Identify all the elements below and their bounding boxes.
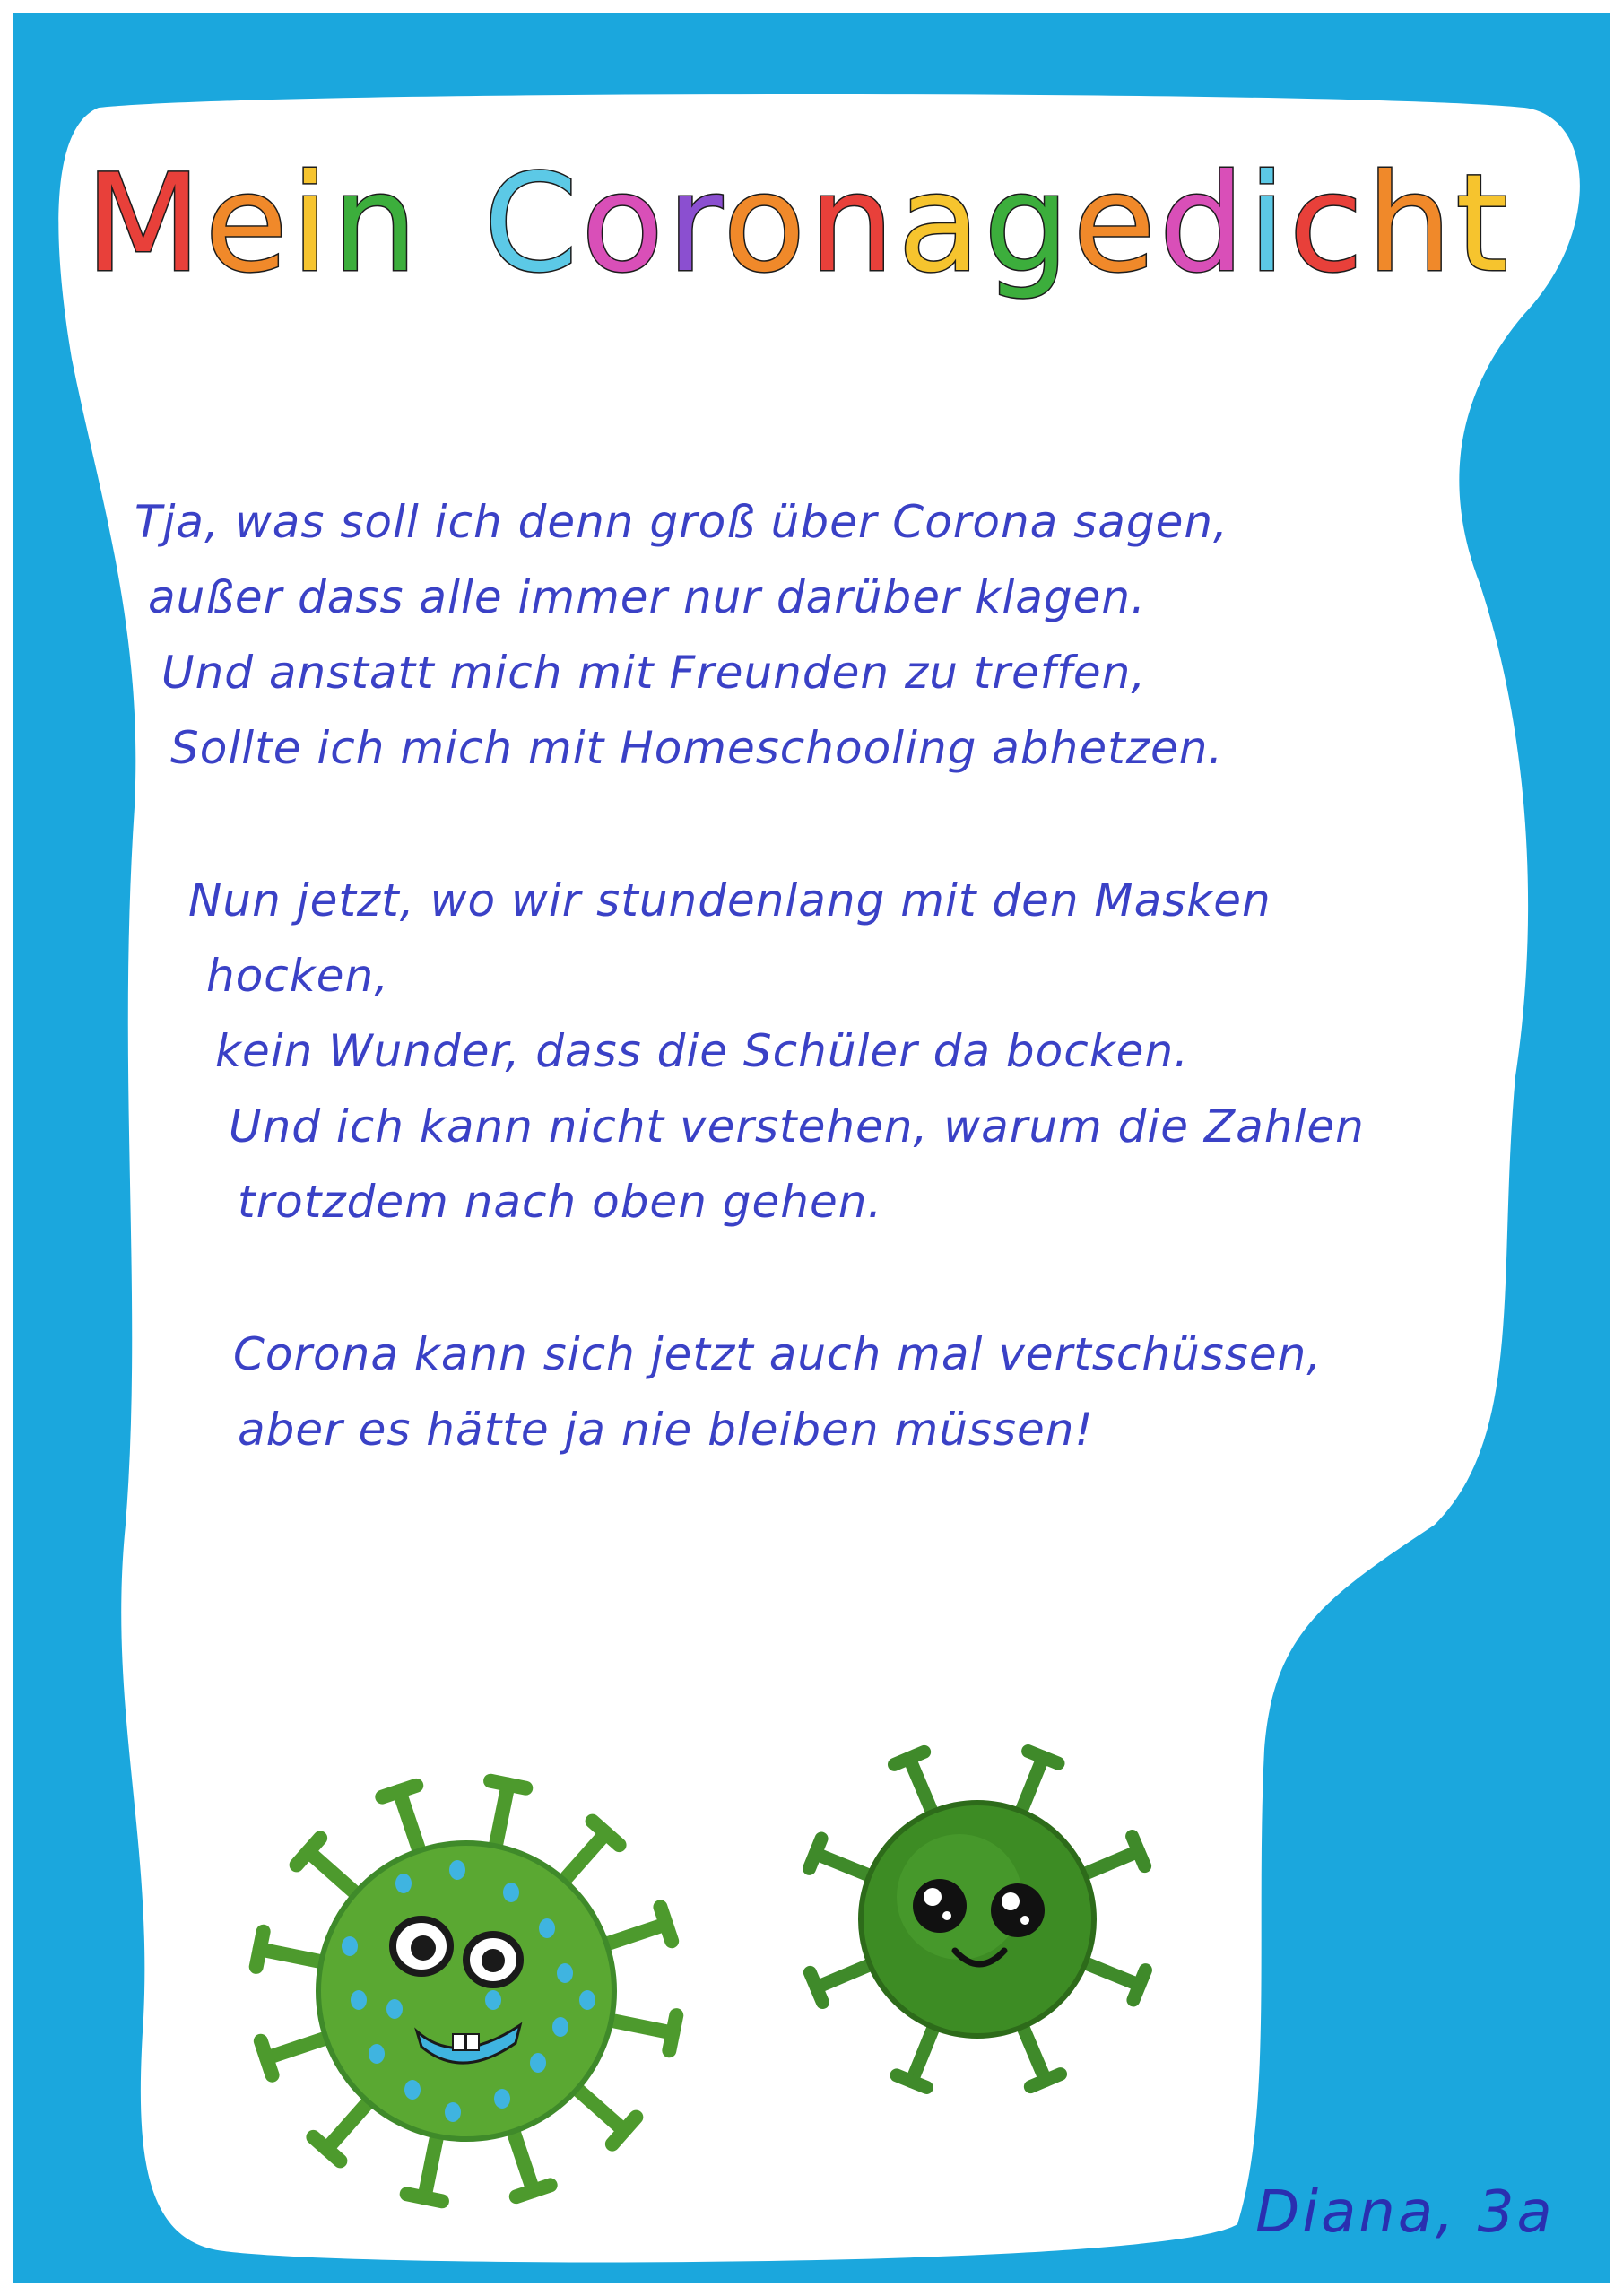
title-letter: h [1367, 146, 1456, 302]
stanza-3 [233, 1317, 1497, 1467]
eye-icon [991, 1883, 1045, 1937]
virus-with-teeth-drawing [233, 1758, 699, 2224]
title-letter: o [581, 146, 668, 302]
poem-line: Tja, was soll ich denn groß über Corona sagen, [135, 496, 1228, 548]
signature: Diana, 3a [1255, 2179, 1555, 2246]
title-letter: e [204, 146, 291, 302]
title-letter: e [1072, 146, 1159, 302]
poem-text [135, 484, 1497, 1544]
poem-line: kein Wunder, dass die Schüler da bocken. [215, 1025, 1190, 1077]
title-letter: M [85, 146, 205, 302]
title-word [85, 146, 421, 302]
poem-line: Und ich kann nicht verstehen, warum die Zahlen [229, 1100, 1365, 1152]
title-word [483, 146, 1512, 302]
poem-line: hocken, [206, 950, 390, 1002]
poem-line: außer dass alle immer nur darüber klagen. [148, 571, 1146, 623]
title-letter: r [667, 146, 724, 302]
title-letter: o [723, 146, 810, 302]
poem-line: Nun jetzt, wo wir stundenlang mit den Masken [188, 874, 1271, 926]
stanza-1 [135, 484, 1497, 786]
title-letter: c [1289, 146, 1367, 302]
title-letter: t [1455, 146, 1512, 302]
smiling-virus-drawing [789, 1731, 1166, 2108]
title-letter: a [898, 146, 985, 302]
poster-title [85, 108, 1556, 341]
title-letter: n [332, 146, 421, 302]
title-letter: g [984, 146, 1073, 302]
poem-line: trotzdem nach oben gehen. [238, 1176, 883, 1228]
title-letter: n [809, 146, 898, 302]
title-letter: i [1247, 146, 1289, 302]
poem-line: Und anstatt mich mit Freunden zu treffen, [161, 647, 1147, 699]
poem-line: Corona kann sich jetzt auch mal vertschüssen, [233, 1328, 1323, 1380]
eye-icon [913, 1879, 967, 1933]
poem-line: aber es hätte ja nie bleiben müssen! [238, 1404, 1094, 1456]
stanza-2 [188, 863, 1497, 1239]
title-letter: C [483, 146, 582, 302]
title-letter: i [291, 146, 333, 302]
title-letter: d [1159, 146, 1248, 302]
poem-line: Sollte ich mich mit Homeschooling abhetzen. [170, 722, 1224, 774]
